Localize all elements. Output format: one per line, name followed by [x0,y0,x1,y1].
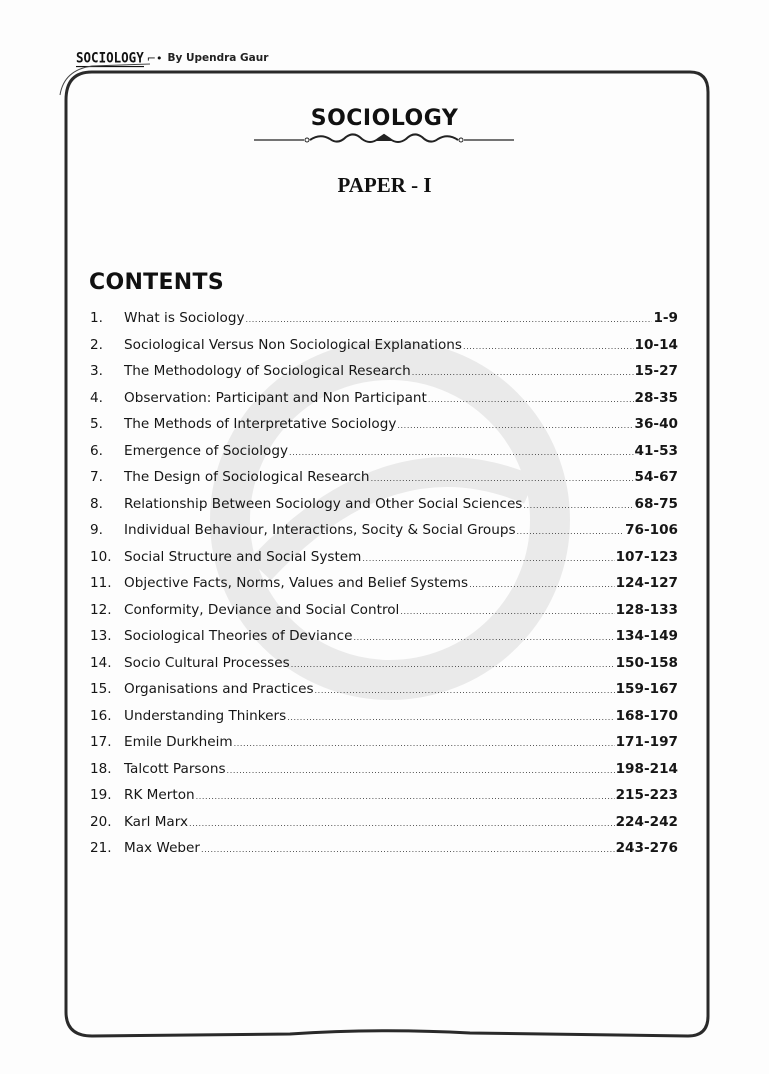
toc-leader-dots [315,686,615,695]
toc-entry-title: Objective Facts, Norms, Values and Belief Systems [124,575,469,591]
table-of-contents [90,310,678,867]
toc-entry-title: Socio Cultural Processes [124,654,290,671]
toc-entry[interactable] [90,549,678,576]
toc-entry[interactable] [90,602,678,629]
toc-entry[interactable] [90,787,678,814]
toc-entry[interactable] [90,522,678,549]
toc-entry-number: 7. [90,469,103,485]
toc-leader-dots [354,633,615,642]
toc-entry-pages: 198-214 [615,760,678,777]
toc-entry-pages: 124-127 [615,575,678,591]
toc-entry-title: The Methods of Interpretative Sociology [124,416,397,432]
running-head-book-title: SOCIOLOGY [76,48,144,66]
toc-entry-title: Talcott Parsons [124,760,226,777]
toc-entry[interactable] [90,469,678,496]
toc-entry[interactable] [90,814,678,841]
toc-leader-dots [523,501,633,510]
toc-leader-dots [234,739,615,748]
toc-entry-number: 8. [90,495,103,512]
toc-entry-title: Karl Marx [124,813,189,830]
toc-entry-title: RK Merton [124,787,195,803]
toc-entry-pages: 41-53 [634,442,678,459]
toc-entry-number: 6. [90,442,103,459]
toc-entry[interactable] [90,310,678,337]
toc-leader-dots [362,554,614,563]
toc-entry-pages: 215-223 [615,787,678,803]
toc-entry-pages: 68-75 [634,495,678,512]
toc-entry-pages: 150-158 [615,654,678,671]
toc-entry-number: 11. [90,575,112,591]
toc-entry[interactable] [90,655,678,682]
toc-entry-pages: 134-149 [615,628,678,644]
toc-entry-number: 20. [90,813,112,830]
toc-entry-pages: 171-197 [615,734,678,750]
toc-entry-pages: 36-40 [634,416,678,432]
toc-entry[interactable] [90,363,678,390]
toc-entry[interactable] [90,681,678,708]
toc-entry-title: Relationship Between Sociology and Other Social Sciences [124,495,523,512]
toc-entry-number: 17. [90,734,112,750]
toc-leader-dots [412,368,634,377]
toc-entry-number: 1. [90,310,103,326]
toc-entry-pages: 159-167 [615,681,678,697]
toc-leader-dots [400,607,614,616]
toc-leader-dots [291,660,615,669]
toc-entry-number: 4. [90,389,103,406]
toc-entry-title: What is Sociology [124,310,245,326]
toc-entry-number: 9. [90,522,103,538]
toc-entry-pages: 15-27 [634,363,678,379]
toc-leader-dots [428,395,634,404]
toc-entry-pages: 76-106 [625,522,678,538]
toc-leader-dots [517,527,625,536]
toc-leader-dots [227,766,615,775]
contents-heading: CONTENTS [89,270,224,295]
toc-entry[interactable] [90,734,678,761]
toc-leader-dots [469,580,614,589]
toc-entry-title: Emergence of Sociology [124,442,289,459]
toc-entry-pages: 107-123 [615,548,678,565]
toc-leader-dots [201,845,615,854]
toc-entry-title: Emile Durkheim [124,734,233,750]
toc-entry-title: Social Structure and Social System [124,548,362,565]
toc-leader-dots [289,448,634,457]
toc-entry-title: Individual Behaviour, Interactions, Socity & Social Groups [124,522,516,538]
toc-entry-number: 2. [90,336,103,353]
toc-entry-title: Observation: Participant and Non Participant [124,389,427,406]
arrow-icon: ⌐• [146,51,163,65]
toc-entry-number: 21. [90,840,112,856]
toc-entry-number: 14. [90,654,112,671]
toc-entry[interactable] [90,496,678,523]
page-title: SOCIOLOGY [310,106,459,131]
toc-entry-title: The Methodology of Sociological Research [124,363,411,379]
toc-entry-number: 15. [90,681,112,697]
toc-entry[interactable] [90,708,678,735]
toc-leader-dots [287,713,614,722]
running-head-author: By Upendra Gaur [167,52,269,64]
toc-entry-title: Max Weber [124,840,201,856]
toc-leader-dots [397,421,633,430]
toc-entry-number: 10. [90,548,112,565]
toc-entry[interactable] [90,390,678,417]
toc-entry-pages: 128-133 [615,601,678,618]
ornament-divider-icon [254,131,514,149]
toc-entry-number: 13. [90,628,112,644]
toc-entry[interactable] [90,761,678,788]
toc-entry-title: Sociological Versus Non Sociological Explanations [124,336,462,353]
toc-leader-dots [371,474,634,483]
toc-entry-title: The Design of Sociological Research [124,469,370,485]
toc-entry[interactable] [90,416,678,443]
toc-entry-number: 19. [90,787,112,803]
toc-entry-title: Understanding Thinkers [124,707,287,724]
toc-entry-pages: 10-14 [634,336,678,353]
toc-leader-dots [246,315,653,324]
toc-entry-number: 16. [90,707,112,724]
toc-entry-pages: 54-67 [634,469,678,485]
toc-entry-pages: 168-170 [615,707,678,724]
toc-entry-pages: 28-35 [634,389,678,406]
toc-leader-dots [196,792,615,801]
toc-entry-title: Sociological Theories of Deviance [124,628,353,644]
paper-subtitle: PAPER - I [337,173,432,197]
toc-entry-pages: 243-276 [615,840,678,856]
toc-entry-pages: 224-242 [615,813,678,830]
toc-entry-number: 3. [90,363,103,379]
toc-entry-pages: 1-9 [653,310,678,326]
toc-entry[interactable] [90,337,678,364]
toc-leader-dots [463,342,634,351]
toc-leader-dots [189,819,615,828]
toc-entry-number: 12. [90,601,112,618]
toc-entry[interactable] [90,443,678,470]
toc-entry-number: 5. [90,416,103,432]
toc-entry[interactable] [90,840,678,867]
toc-entry[interactable] [90,628,678,655]
toc-entry[interactable] [90,575,678,602]
toc-entry-title: Conformity, Deviance and Social Control [124,601,400,618]
toc-entry-title: Organisations and Practices [124,681,314,697]
toc-entry-number: 18. [90,760,112,777]
